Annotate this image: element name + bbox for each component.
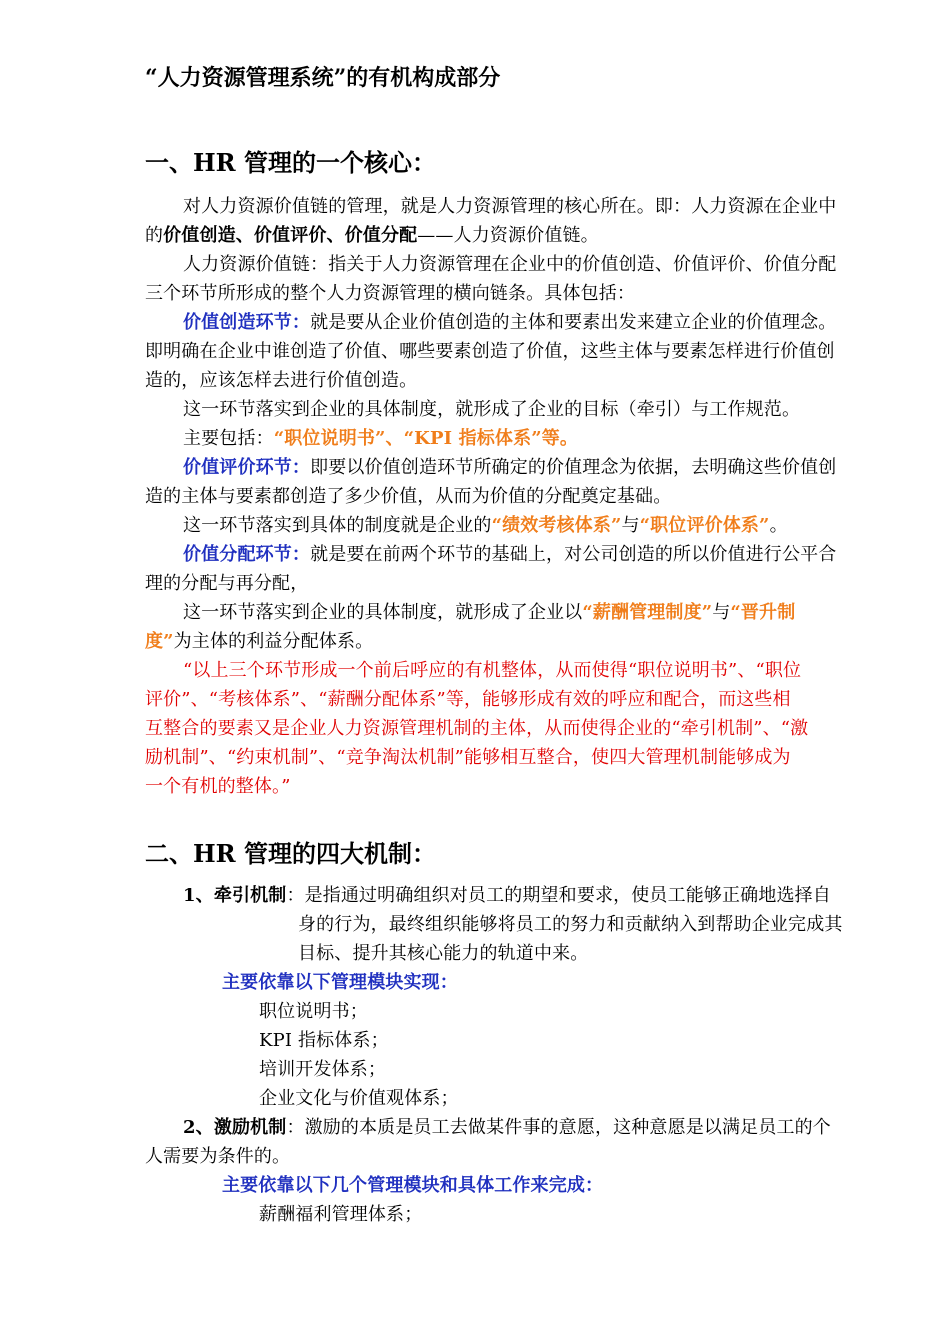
- mechanism-line: 人需要为条件的。: [145, 1146, 291, 1167]
- paragraph-line: [183, 453, 915, 482]
- summary-line: 评价”、“考核体系”、“薪酬分配体系”等，能够形成有效的呼应和配合，而这些相: [145, 689, 791, 710]
- module-list-item: 培训开发体系；: [259, 1059, 387, 1080]
- mechanism-line: [183, 1113, 915, 1142]
- module-list-item: 企业文化与价值观体系；: [259, 1088, 459, 1109]
- summary-line: 互整合的要素又是企业人力资源管理机制的主体，从而使得企业的“牵引机制”、“激: [145, 718, 809, 739]
- highlight-text: “职位说明书”、“KPI 指标体系”等。: [273, 428, 579, 449]
- highlight-text: “晋升制: [730, 602, 796, 623]
- paragraph-line: [183, 424, 915, 453]
- summary-line: 励机制”、“约束机制”、“竞争淘汰机制”能够相互整合，使四大管理机制能够成为: [145, 747, 791, 768]
- value-distribution-label: 价值分配环节：: [183, 544, 311, 565]
- paragraph-line: [183, 511, 915, 540]
- text-run: 的: [145, 225, 164, 246]
- section-heading-mechanisms: 二、HR 管理的四大机制：: [145, 839, 436, 868]
- mechanism-line: 身的行为，最终组织能够将员工的努力和贡献纳入到帮助企业完成其: [298, 914, 843, 935]
- paragraph-line: 对人力资源价值链的管理，就是人力资源管理的核心所在。即：人力资源在企业中: [183, 196, 837, 217]
- paragraph-line: 即明确在企业中谁创造了价值、哪些要素创造了价值，这些主体与要素怎样进行价值创: [145, 341, 835, 362]
- paragraph-line: 造的，应该怎样去进行价值创造。: [145, 370, 418, 391]
- highlight-text: “职位评价体系”: [639, 515, 770, 536]
- mechanism-line: 目标、提升其核心能力的轨道中来。: [298, 943, 589, 964]
- text-run: 即要以价值创造环节所确定的价值理念为依据，去明确这些价值创: [310, 457, 837, 478]
- paragraph-line: [145, 221, 877, 250]
- module-list-item: 职位说明书；: [259, 1001, 368, 1022]
- mechanism-label-traction: 1、牵引机制: [183, 885, 287, 906]
- summary-line: “以上三个环节形成一个前后呼应的有机整体，从而使得“职位说明书”、“职位: [183, 660, 802, 681]
- text-run: 。: [769, 515, 788, 536]
- section-heading-core: 一、HR 管理的一个核心：: [145, 148, 436, 177]
- paragraph-line: 三个环节所形成的整个人力资源管理的横向链条。具体包括：: [145, 283, 636, 304]
- module-subheading: 主要依靠以下管理模块实现：: [222, 972, 458, 993]
- module-list-item: 薪酬福利管理体系；: [259, 1204, 423, 1225]
- module-subheading: 主要依靠以下几个管理模块和具体工作来完成：: [222, 1175, 604, 1196]
- text-run: 为主体的利益分配体系。: [173, 631, 374, 652]
- text-run: ——人力资源价值链。: [417, 225, 599, 246]
- paragraph-line: 理的分配与再分配，: [145, 573, 309, 594]
- mechanism-label-incentive: 2、激励机制: [183, 1117, 287, 1138]
- text-run: 这一环节落实到企业的具体制度，就形成了企业以: [183, 602, 583, 623]
- emphasis-text: 价值创造、价值评价、价值分配: [163, 225, 418, 246]
- text-run: 就是要从企业价值创造的主体和要素出发来建立企业的价值理念。: [310, 312, 837, 333]
- page-title: “人力资源管理系统”的有机构成部分: [145, 65, 501, 91]
- paragraph-line: [183, 308, 915, 337]
- summary-line: 一个有机的整体。”: [145, 776, 291, 797]
- paragraph-line: 人力资源价值链：指关于人力资源管理在企业中的价值创造、价值评价、价值分配: [183, 254, 837, 275]
- mechanism-line: [183, 881, 915, 910]
- text-run: 就是要在前两个环节的基础上，对公司创造的所以价值进行公平合: [310, 544, 837, 565]
- module-list-item: KPI 指标体系；: [259, 1030, 389, 1051]
- paragraph-line: [145, 627, 877, 656]
- text-run: 这一环节落实到具体的制度就是企业的: [183, 515, 492, 536]
- text-run: 主要包括：: [183, 428, 274, 449]
- text-run: 与: [621, 515, 640, 536]
- paragraph-line: 造的主体与要素都创造了多少价值，从而为价值的分配奠定基础。: [145, 486, 672, 507]
- highlight-text: 度”: [145, 631, 174, 652]
- value-creation-label: 价值创造环节：: [183, 312, 311, 333]
- text-run: ：是指通过明确组织对员工的期望和要求，使员工能够正确地选择自: [286, 885, 831, 906]
- paragraph-line: [183, 540, 915, 569]
- text-run: 与: [712, 602, 731, 623]
- highlight-text: “薪酬管理制度”: [582, 602, 713, 623]
- highlight-text: “绩效考核体系”: [491, 515, 622, 536]
- paragraph-line: 这一环节落实到企业的具体制度，就形成了企业的目标（牵引）与工作规范。: [183, 399, 801, 420]
- text-run: ：激励的本质是员工去做某件事的意愿，这种意愿是以满足员工的个: [286, 1117, 831, 1138]
- value-evaluation-label: 价值评价环节：: [183, 457, 311, 478]
- paragraph-line: [183, 598, 915, 627]
